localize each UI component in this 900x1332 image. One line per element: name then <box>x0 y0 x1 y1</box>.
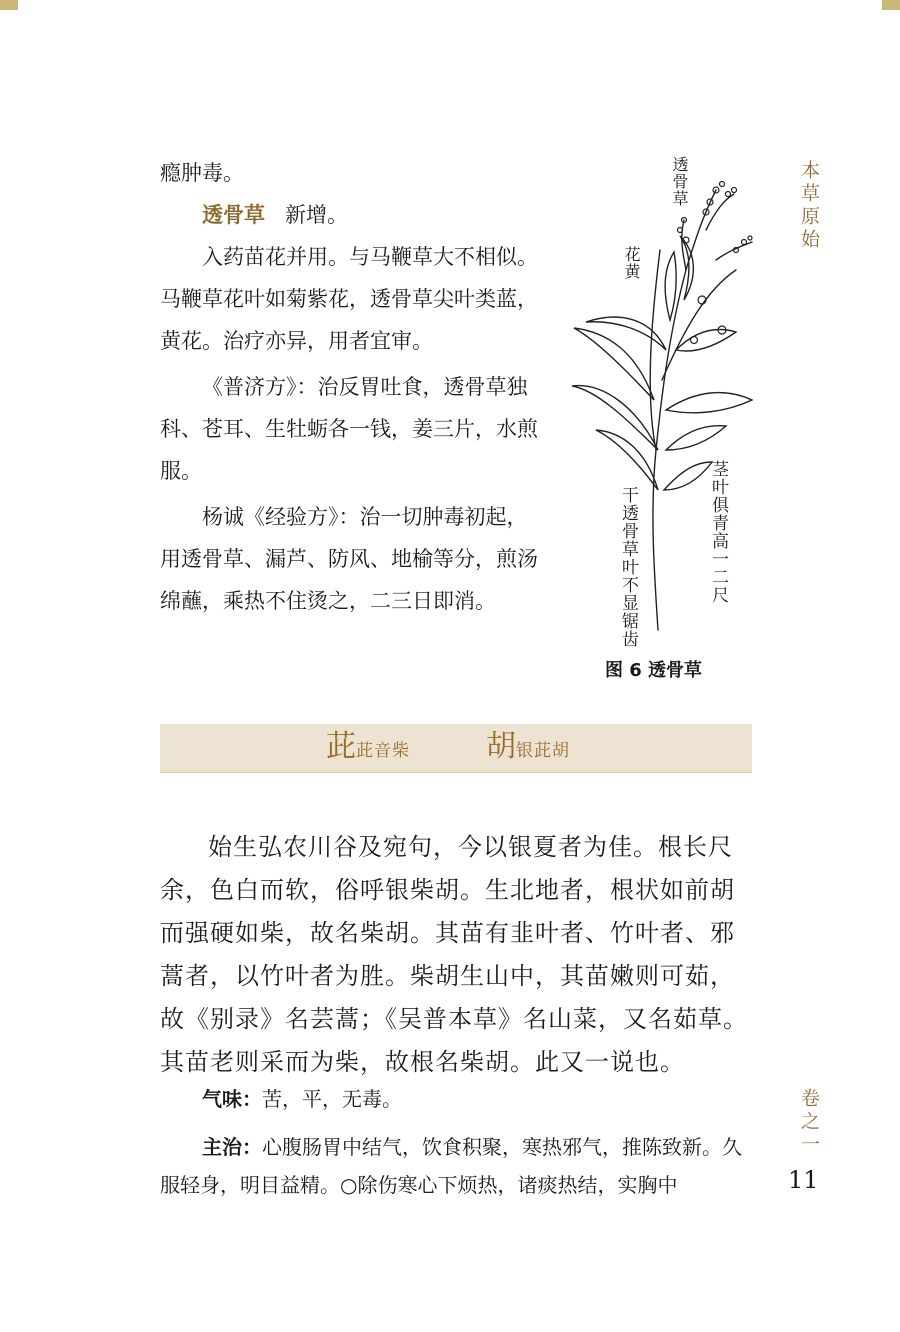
plant-drawing <box>566 150 762 650</box>
volume-label: 卷之一 <box>798 1088 820 1157</box>
zhuzhi-label: 主治： <box>202 1135 262 1159</box>
plant-illustration <box>566 150 762 650</box>
figure-label-stem: 茎叶俱青高一二尺 <box>708 460 728 604</box>
figure-caption: 图 6 透骨草 <box>605 660 703 681</box>
entry-heading-line <box>160 194 540 236</box>
page-corner-mark <box>882 0 900 10</box>
main-paragraph: 始生弘农川谷及宛句，今以银夏者为佳。根长尺余，色白而软，俗呼银柴胡。生北地者，根状如前胡而强硬如柴，故名柴胡。其苗有韭叶者、竹叶者、邪蒿者，以竹叶者为胜。柴胡生山中，其苗嫩则可茹，故《别录》名芸蒿；《吴普本草》名山菜，又名茹草。其苗老则采而为柴，故根名柴胡。此又一说也。 <box>160 833 748 1076</box>
banner-char-2: 胡 <box>486 729 516 764</box>
qiwei-line <box>160 1084 752 1114</box>
entry-note: 新增。 <box>285 203 349 227</box>
entry-head: 透骨草 <box>202 202 265 227</box>
main-text <box>160 826 752 1084</box>
banner-note-1: 茈音柴 <box>356 741 410 761</box>
page-corner-mark <box>0 0 18 10</box>
left-column <box>160 152 540 622</box>
zhuzhi-paragraph <box>160 1128 752 1204</box>
qiwei-text: 苦，平，无毒。 <box>262 1087 402 1111</box>
section-banner <box>160 724 752 773</box>
figure-label-dry: 干透骨草叶不显锯齿 <box>618 486 638 648</box>
carryover-line: 瘾肿毒。 <box>160 161 244 185</box>
figure-label-plant-name: 透骨草 <box>670 156 689 207</box>
zhuzhi-text: 心腹肠胃中结气，饮食积聚，寒热邪气，推陈致新。久服轻身，明目益精。○除伤寒心下烦热，诸痰热结，实胸中 <box>160 1135 742 1197</box>
figure-label-flower: 花黄 <box>622 246 641 280</box>
page-number: 11 <box>788 1166 819 1194</box>
banner-headword-2 <box>486 730 570 768</box>
qiwei-label: 气味： <box>202 1087 262 1111</box>
banner-headword-1 <box>326 730 410 768</box>
paragraph: 《普济方》：治反胃吐食，透骨草独科、苍耳、生牡蛎各一钱，姜三片，水煎服。 <box>160 375 538 483</box>
paragraph: 杨诚《经验方》：治一切肿毒初起，用透骨草、漏芦、防风、地榆等分，煎汤绵蘸，乘热不住烫之，二三日即消。 <box>160 505 538 613</box>
banner-note-2: 银茈胡 <box>516 741 570 761</box>
running-head: 本草原始 <box>798 160 820 252</box>
banner-char-1: 茈 <box>326 729 356 764</box>
paragraph: 入药苗花并用。与马鞭草大不相似。马鞭草花叶如菊紫花，透骨草尖叶类蓝，黄花。治疗亦异，用者宜审。 <box>160 245 538 353</box>
